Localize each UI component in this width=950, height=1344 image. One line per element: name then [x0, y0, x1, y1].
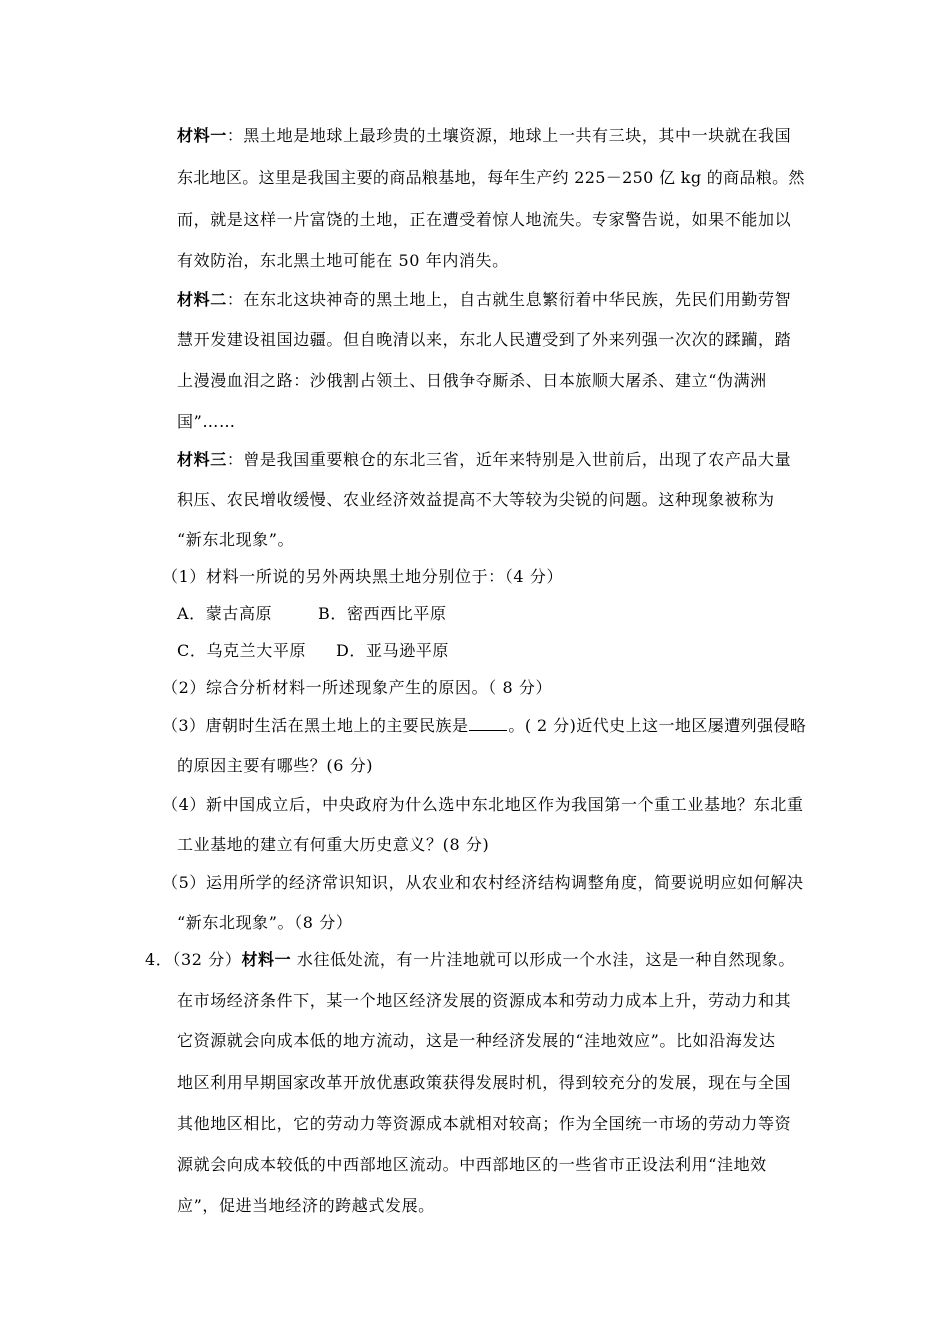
- question-3-text-a: （3）唐朝时生活在黑土地上的主要民族是: [162, 716, 469, 735]
- question-1: （1）材料一所说的另外两块黑土地分别位于：（4 分）: [162, 567, 564, 586]
- question-5-line-2: “新东北现象”。（8 分）: [177, 913, 353, 932]
- option-a: A．蒙古高原: [177, 604, 273, 623]
- problem-4-line-6: 源就会向成本较低的中西部地区流动。中西部地区的一些省市正设法利用“洼地效: [177, 1155, 767, 1174]
- material-2-line-1: [177, 290, 791, 310]
- problem-4-score: （32 分）: [172, 950, 242, 969]
- material-3-line-3: “新东北现象”。: [177, 530, 295, 549]
- material-2-line-2: 慧开发建设祖国边疆。但自晚清以来，东北人民遭受到了外来列强一次次的蹂躏，踏: [177, 330, 792, 349]
- problem-4-text: 水往低处流，有一片洼地就可以形成一个水洼，这是一种自然现象。: [291, 950, 795, 969]
- material-1-line-2: 东北地区。这里是我国主要的商品粮基地，每年生产约 225－250 亿 kg 的商品粮。然: [177, 168, 805, 187]
- question-2: （2）综合分析材料一所述现象产生的原因。（ 8 分）: [162, 678, 553, 697]
- material-3-line-1: [177, 450, 791, 470]
- material-1-line-3: 而，就是这样一片富饶的土地，正在遭受着惊人地流失。专家警告说，如果不能加以: [177, 210, 792, 229]
- problem-4-line-4: 地区利用早期国家改革开放优惠政策获得发展时机，得到较充分的发展，现在与全国: [177, 1073, 792, 1092]
- problem-4-line-5: 其他地区相比，它的劳动力等资源成本就相对较高；作为全国统一市场的劳动力等资: [177, 1114, 792, 1133]
- material-2-label: 材料二: [177, 290, 227, 309]
- material-1-label: 材料一: [177, 126, 227, 145]
- problem-4-number: 4．: [145, 950, 173, 969]
- material-3-text: ：曾是我国重要粮仓的东北三省，近年来特别是入世前后，出现了农产品大量: [226, 450, 792, 469]
- question-3-text-b: 。( 2 分)近代史上这一地区屡遭列强侵略: [508, 716, 807, 735]
- option-d: D．亚马逊平原: [336, 641, 450, 660]
- question-5-line-1: （5）运用所学的经济常识知识，从农业和农村经济结构调整角度，简要说明应如何解决: [162, 873, 804, 892]
- material-3-label: 材料三: [177, 450, 227, 469]
- problem-4-material-label: 材料一: [241, 950, 292, 969]
- question-4-line-2: 工业基地的建立有何重大历史意义？(8 分): [177, 835, 490, 854]
- question-3-line-1: [162, 716, 806, 736]
- problem-4-line-3: 它资源就会向成本低的地方流动，这是一种经济发展的“洼地效应”。比如沿海发达: [177, 1031, 776, 1050]
- problem-4-line-1: [145, 950, 795, 970]
- material-2-line-4: 国”……: [177, 412, 236, 431]
- problem-4-line-7: 应”，促进当地经济的跨越式发展。: [177, 1196, 435, 1215]
- material-2-text: ：在东北这块神奇的黑土地上，自古就生息繁衍着中华民族，先民们用勤劳智: [226, 290, 792, 309]
- problem-4-line-2: 在市场经济条件下，某一个地区经济发展的资源成本和劳动力成本上升，劳动力和其: [177, 991, 792, 1010]
- material-2-line-3: 上漫漫血泪之路：沙俄割占领土、日俄争夺厮杀、日本旅顺大屠杀、建立“伪满洲: [177, 371, 767, 390]
- material-1-line-1: [177, 126, 791, 146]
- question-3-line-2: 的原因主要有哪些？(6 分): [177, 756, 374, 775]
- material-3-line-2: 积压、农民增收缓慢、农业经济效益提高不大等较为尖锐的问题。这种现象被称为: [177, 490, 775, 509]
- material-1-line-4: 有效防治，东北黑土地可能在 50 年内消失。: [177, 251, 509, 270]
- option-b: B．密西西比平原: [318, 604, 447, 623]
- option-c: C．乌克兰大平原: [177, 641, 307, 660]
- material-1-text: ：黑土地是地球上最珍贵的土壤资源，地球上一共有三块，其中一块就在我国: [226, 126, 792, 145]
- answer-blank[interactable]: [469, 716, 507, 731]
- question-4-line-1: （4）新中国成立后，中央政府为什么选中东北地区作为我国第一个重工业基地？东北重: [162, 795, 804, 814]
